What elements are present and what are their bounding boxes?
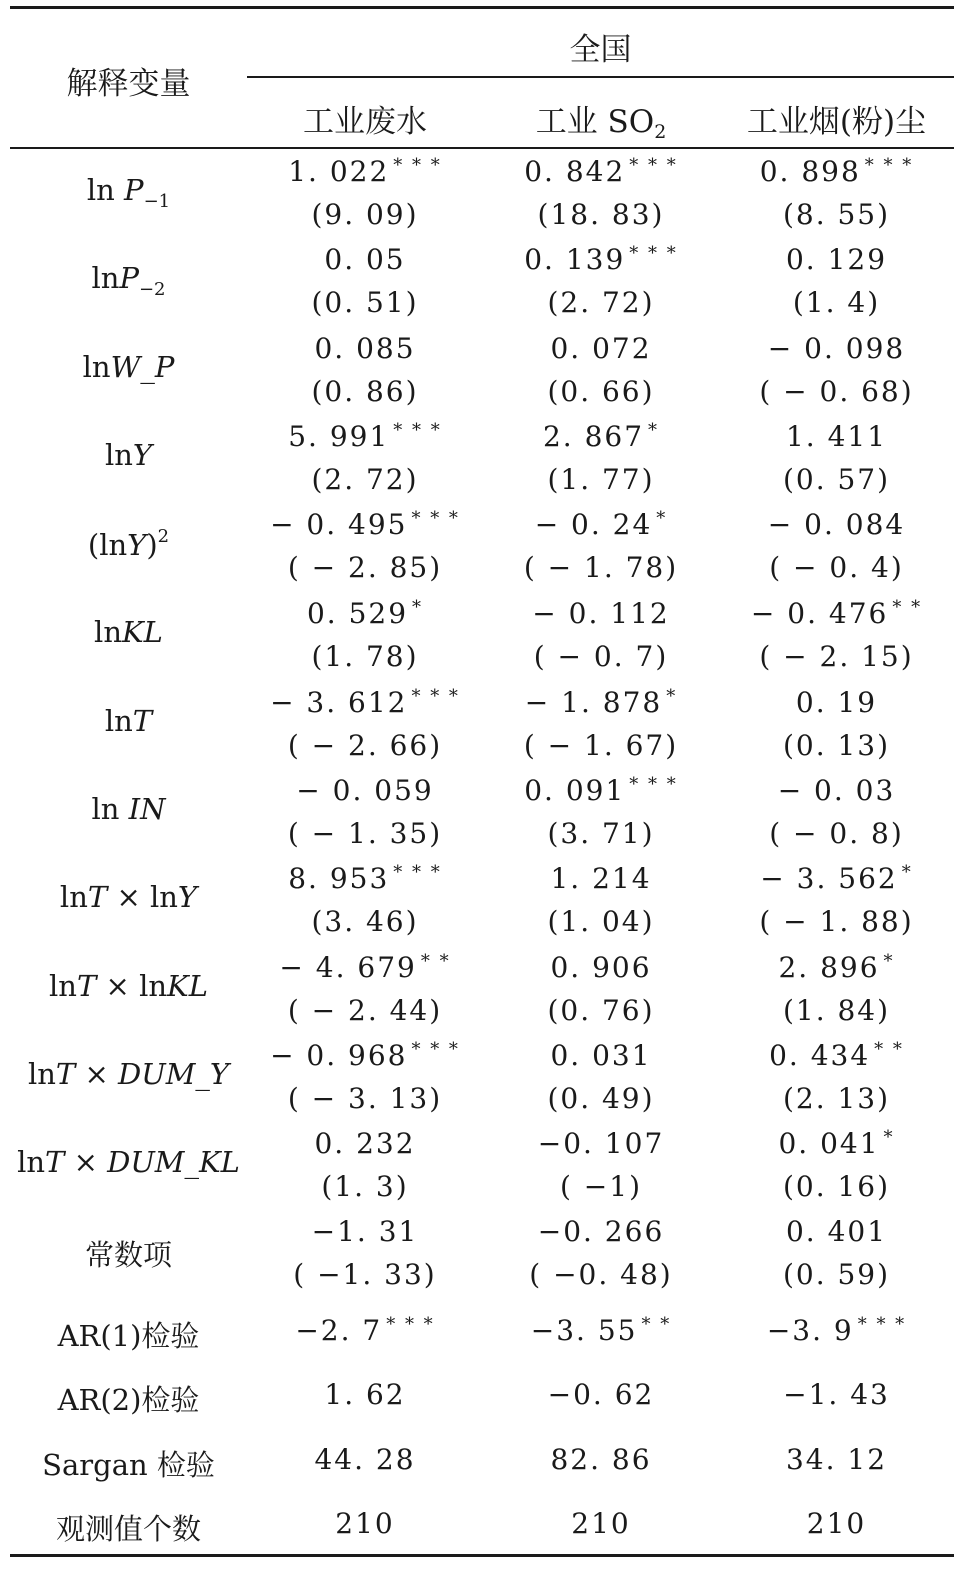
t-statistic-cell: ( − 0. 4)	[769, 551, 904, 584]
coefficient-cell	[719, 420, 954, 453]
coefficient-value: 0. 041	[778, 1127, 880, 1160]
top-rule	[10, 6, 954, 9]
t-statistic-cell: (3. 71)	[547, 817, 655, 850]
coefficient-cell	[483, 1215, 719, 1248]
t-statistic-cell: (0. 57)	[782, 463, 891, 496]
t-statistic-cell: (0. 51)	[311, 286, 419, 319]
coefficient-cell	[719, 597, 954, 630]
coefficient-cell	[483, 951, 719, 984]
significance-stars: * * *	[393, 155, 442, 176]
significance-stars: * * *	[411, 1039, 460, 1060]
coefficient-value: − 0. 476	[750, 597, 889, 630]
coefficient-cell	[247, 508, 483, 541]
statistic-cell	[483, 1378, 719, 1411]
column-header-wastewater: 工业废水	[303, 104, 427, 140]
significance-stars: *	[883, 951, 895, 972]
statistic-value: 210	[806, 1507, 867, 1540]
statistic-value: 1. 62	[324, 1378, 406, 1411]
t-statistic-cell: (1. 3)	[321, 1170, 409, 1203]
coefficient-cell	[247, 420, 483, 453]
statistic-cell	[483, 1443, 719, 1476]
column-header-so2-text: 工业 SO	[535, 104, 655, 140]
coefficient-value: − 0. 059	[296, 774, 434, 807]
coefficient-value: 0. 906	[550, 951, 652, 984]
coefficient-value: 0. 072	[550, 332, 652, 365]
coefficient-value: −1. 31	[311, 1215, 419, 1248]
bottom-rule	[10, 1554, 954, 1557]
significance-stars: * *	[641, 1314, 672, 1335]
coefficient-cell	[483, 155, 719, 188]
row-label: lnT × lnKL	[49, 969, 208, 1003]
coefficient-cell	[247, 1039, 483, 1072]
statistic-value: 210	[571, 1507, 631, 1540]
coefficient-cell	[483, 597, 719, 630]
group-rule	[247, 76, 954, 78]
t-statistic-cell: ( − 1. 88)	[759, 905, 914, 938]
row-label: lnT × DUM_KL	[17, 1145, 240, 1179]
t-statistic-cell: ( − 2. 15)	[759, 640, 914, 673]
t-statistic-cell: ( − 0. 7)	[533, 640, 669, 673]
t-statistic-cell: (1. 84)	[782, 994, 891, 1027]
t-statistic-cell: ( − 2. 66)	[287, 729, 443, 762]
coefficient-cell	[719, 243, 954, 276]
statistic-value: −0. 62	[547, 1378, 655, 1411]
t-statistic-cell: (2. 13)	[782, 1082, 891, 1115]
header-rule	[10, 147, 954, 149]
coefficient-cell	[483, 420, 719, 453]
significance-stars: *	[883, 1127, 895, 1148]
coefficient-cell	[719, 951, 954, 984]
t-statistic-cell: (0. 86)	[311, 375, 419, 408]
row-label: $(\ln Y)^2$	[87, 526, 170, 562]
significance-stars: *	[901, 862, 913, 883]
statistic-value: 210	[335, 1507, 395, 1540]
coefficient-value: 0. 842	[524, 155, 626, 188]
row-label: AR(1)检验	[57, 1319, 200, 1353]
coefficient-cell	[719, 508, 954, 541]
coefficient-cell	[247, 243, 483, 276]
statistic-value: 34. 12	[785, 1443, 888, 1476]
t-statistic-cell: ( −1)	[559, 1170, 643, 1203]
coefficient-value: − 0. 112	[532, 597, 670, 630]
significance-stars: * * *	[386, 1314, 435, 1335]
coefficient-cell	[483, 686, 719, 719]
t-statistic-cell: (2. 72)	[547, 286, 655, 319]
coefficient-value: 8. 953	[288, 862, 390, 895]
coefficient-cell	[483, 774, 719, 807]
coefficient-value: 0. 401	[785, 1215, 888, 1248]
t-statistic-cell: (1. 04)	[547, 905, 655, 938]
t-statistic-cell: (2. 72)	[311, 463, 419, 496]
coefficient-value: 0. 031	[550, 1039, 652, 1072]
statistic-cell	[247, 1378, 483, 1411]
row-label: Sargan 检验	[42, 1448, 215, 1482]
coefficient-value: 2. 867	[542, 420, 645, 453]
coefficient-value: 0. 139	[524, 243, 626, 276]
coefficient-value: 0. 19	[795, 686, 878, 719]
coefficient-value: − 3. 612	[270, 686, 408, 719]
coefficient-value: − 0. 24	[534, 508, 653, 541]
statistic-cell	[483, 1507, 719, 1540]
coefficient-value: − 0. 495	[270, 508, 408, 541]
statistic-value: 44. 28	[314, 1443, 416, 1476]
significance-stars: * * *	[393, 420, 442, 441]
row-label: AR(2)检验	[57, 1383, 200, 1417]
t-statistic-cell: (1. 4)	[792, 286, 881, 319]
statistic-cell	[719, 1314, 954, 1347]
coefficient-value: 0. 529	[306, 597, 409, 630]
t-statistic-cell: (0. 13)	[782, 729, 891, 762]
coefficient-value: 1. 411	[785, 420, 888, 453]
coefficient-cell	[719, 1039, 954, 1072]
statistic-cell	[719, 1378, 954, 1411]
statistic-cell	[247, 1314, 483, 1347]
significance-stars: * * *	[629, 243, 678, 264]
row-label: lnY	[104, 438, 153, 472]
coefficient-cell	[719, 1127, 954, 1160]
column-header-so2	[483, 96, 719, 143]
row-label: ln IN	[91, 792, 166, 826]
t-statistic-cell: (0. 49)	[547, 1082, 655, 1115]
coefficient-cell	[483, 862, 719, 895]
t-statistic-cell: ( − 0. 68)	[759, 375, 914, 408]
coefficient-cell	[719, 774, 954, 807]
coefficient-value: 0. 091	[524, 774, 626, 807]
coefficient-cell	[483, 1127, 719, 1160]
significance-stars: * * *	[629, 774, 678, 795]
row-label: lnP$_{-2}$	[91, 261, 166, 300]
coefficient-value: 2. 896	[778, 951, 880, 984]
group-header: 全国	[569, 32, 632, 68]
coefficient-value: 5. 991	[288, 420, 390, 453]
row-label: lnT × lnY	[59, 880, 198, 914]
column-header-dust: 工业烟(粉)尘	[746, 104, 927, 140]
statistic-value: −2. 7	[295, 1314, 383, 1347]
t-statistic-cell: (8. 55)	[782, 198, 891, 231]
row-label: 常数项	[84, 1238, 172, 1272]
significance-stars: *	[656, 508, 668, 529]
t-statistic-cell: ( − 2. 44)	[287, 994, 443, 1027]
t-statistic-cell: ( − 0. 8)	[769, 817, 904, 850]
significance-stars: * * *	[393, 862, 442, 883]
t-statistic-cell: ( −0. 48)	[529, 1258, 673, 1291]
row-label: lnT	[104, 704, 153, 738]
coefficient-value: − 0. 098	[767, 332, 906, 365]
row-label: lnT × DUM_Y	[27, 1057, 230, 1091]
t-statistic-cell: (3. 46)	[311, 905, 419, 938]
t-statistic-cell: ( −1. 33)	[293, 1258, 437, 1291]
coefficient-value: − 1. 878	[524, 686, 663, 719]
t-statistic-cell: (0. 66)	[547, 375, 655, 408]
coefficient-value: 0. 434	[769, 1039, 871, 1072]
coefficient-value: − 4. 679	[279, 951, 417, 984]
significance-stars: * * *	[857, 1314, 907, 1335]
statistic-cell	[247, 1507, 483, 1540]
coefficient-cell	[247, 155, 483, 188]
coefficient-value: 1. 214	[550, 862, 652, 895]
coefficient-cell	[483, 243, 719, 276]
coefficient-value: − 0. 03	[777, 774, 896, 807]
coefficient-value: 0. 898	[759, 155, 861, 188]
coefficient-value: 1. 022	[288, 155, 390, 188]
statistic-value: −1. 43	[783, 1378, 890, 1411]
coefficient-value: 0. 232	[314, 1127, 416, 1160]
coefficient-value: −0. 266	[537, 1215, 665, 1248]
significance-stars: * * *	[864, 155, 914, 176]
coefficient-cell	[483, 1039, 719, 1072]
statistic-value: −3. 55	[530, 1314, 638, 1347]
significance-stars: * *	[892, 597, 923, 618]
coefficient-cell	[719, 686, 954, 719]
t-statistic-cell: (0. 59)	[782, 1258, 891, 1291]
row-label: lnW_P	[82, 350, 175, 384]
coefficient-value: − 3. 562	[760, 862, 898, 895]
t-statistic-cell: (9. 09)	[311, 198, 419, 231]
coefficient-cell	[247, 597, 483, 630]
significance-stars: * *	[874, 1039, 904, 1060]
significance-stars: *	[648, 420, 660, 441]
coefficient-cell	[247, 862, 483, 895]
coefficient-cell	[247, 951, 483, 984]
significance-stars: * * *	[629, 155, 678, 176]
variable-header: 解释变量	[66, 66, 191, 102]
coefficient-cell	[247, 1215, 483, 1248]
row-label: lnKL	[94, 615, 163, 649]
significance-stars: *	[666, 686, 678, 707]
coefficient-cell	[247, 332, 483, 365]
coefficient-value: 0. 129	[785, 243, 888, 276]
column-header-so2-subscript: 2	[654, 121, 667, 143]
significance-stars: * * *	[411, 686, 460, 707]
coefficient-cell	[247, 774, 483, 807]
t-statistic-cell: (1. 78)	[311, 640, 419, 673]
t-statistic-cell: (18. 83)	[537, 198, 665, 231]
t-statistic-cell: (0. 16)	[782, 1170, 891, 1203]
t-statistic-cell: ( − 2. 85)	[287, 551, 443, 584]
significance-stars: * *	[420, 951, 451, 972]
coefficient-cell	[247, 686, 483, 719]
statistic-cell	[483, 1314, 719, 1347]
coefficient-cell	[719, 1215, 954, 1248]
coefficient-cell	[719, 332, 954, 365]
statistic-value: −3. 9	[766, 1314, 854, 1347]
significance-stars: * * *	[411, 508, 460, 529]
row-label: 观测值个数	[55, 1512, 201, 1546]
coefficient-value: 0. 05	[324, 243, 406, 276]
coefficient-value: 0. 085	[314, 332, 416, 365]
t-statistic-cell: (1. 77)	[547, 463, 655, 496]
t-statistic-cell: ( − 1. 35)	[287, 817, 443, 850]
statistic-cell	[719, 1507, 954, 1540]
coefficient-cell	[483, 332, 719, 365]
coefficient-cell	[247, 1127, 483, 1160]
t-statistic-cell: ( − 1. 78)	[523, 551, 679, 584]
coefficient-cell	[483, 508, 719, 541]
coefficient-cell	[719, 862, 954, 895]
statistic-cell	[247, 1443, 483, 1476]
t-statistic-cell: ( − 1. 67)	[523, 729, 679, 762]
row-label: $\ln P_{-1}$	[86, 173, 171, 212]
coefficient-value: −0. 107	[537, 1127, 665, 1160]
significance-stars: *	[412, 597, 424, 618]
coefficient-cell	[719, 155, 954, 188]
coefficient-value: − 0. 084	[767, 508, 906, 541]
coefficient-value: − 0. 968	[270, 1039, 408, 1072]
statistic-value: 82. 86	[550, 1443, 652, 1476]
t-statistic-cell: ( − 3. 13)	[287, 1082, 443, 1115]
t-statistic-cell: (0. 76)	[547, 994, 655, 1027]
statistic-cell	[719, 1443, 954, 1476]
